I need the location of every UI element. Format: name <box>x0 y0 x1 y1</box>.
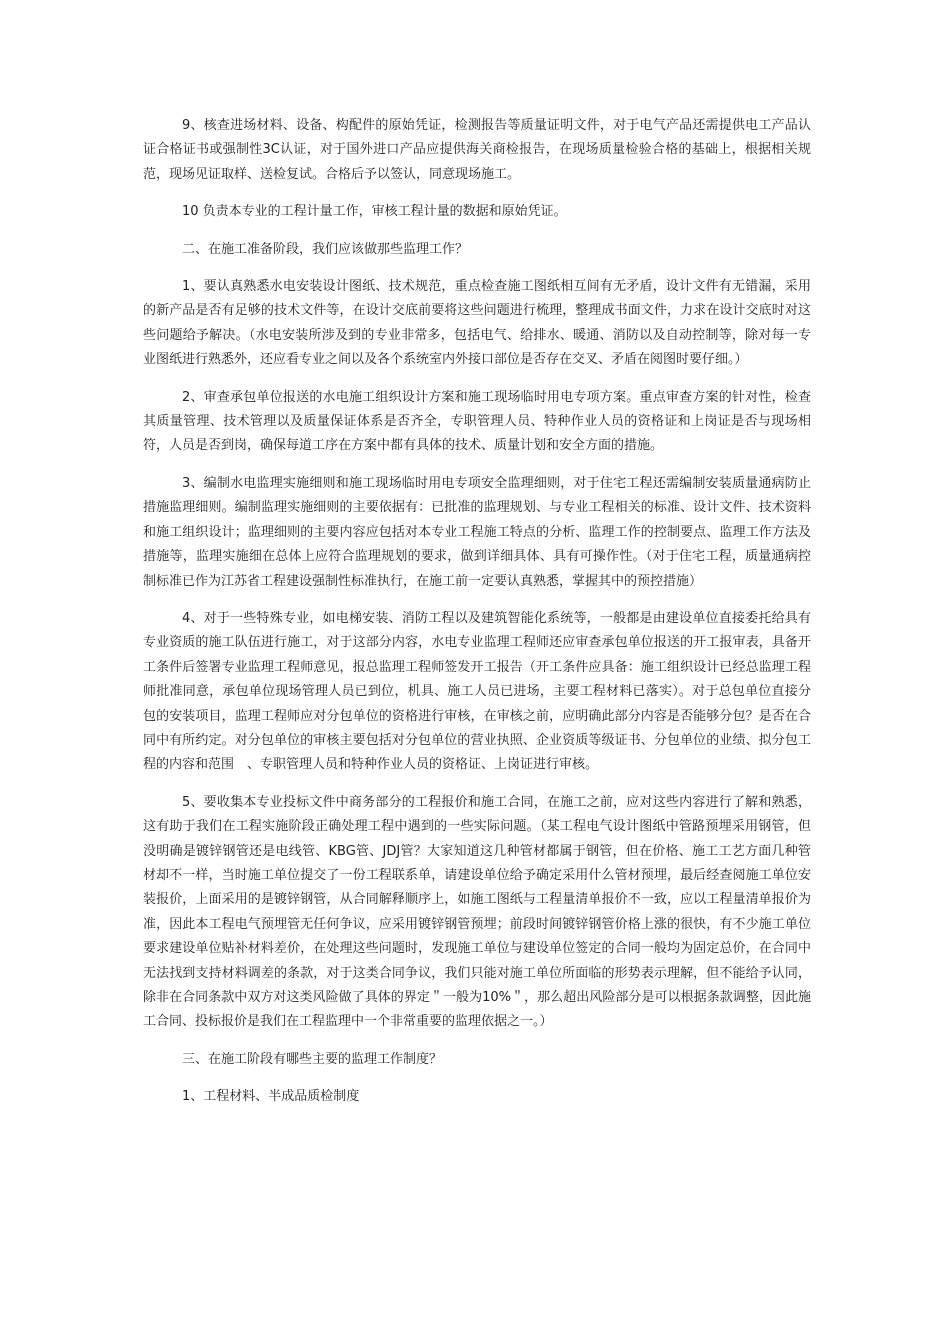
paragraph-prep-3-supervision-rules: 3、编制水电监理实施细则和施工现场临时用电专项安全监理细则，对于住宅工程还需编制安装质量通病防止措施监理细则。编制监理实施细则的主要依据有：已批准的监理规划、与专业工程相关的标准、设计文件、技术资料和施工组织设计；监理细则的主要内容应包括对本专业工程施工特点的分析、监理工作的控制要点、监理工作方法及措施等，监理实施细在总体上应符合监理规划的要求，做到详细具体、具有可操作性。（对于住宅工程，质量通病控制标准已作为江苏省工程建设强制性标准执行，在施工前一定要认真熟悉，掌握其中的预控措施） <box>143 475 811 589</box>
paragraph-prep-2-construction-plan: 2、审查承包单位报送的水电施工组织设计方案和施工现场临时用电专项方案。重点审查方案的针对性，检查其质量管理、技术管理以及质量保证体系是否齐全，专职管理人员、特种作业人员的资格证和上岗证是否与现场相符，人员是否到岗，确保每道工序在方案中都有具体的技术、质量计划和安全方面的措施。 <box>143 389 811 454</box>
paragraph-construction-1-material-inspection: 1、工程材料、半成品质检制度 <box>182 1089 360 1105</box>
paragraph-prep-4-special-disciplines: 4、对于一些特殊专业，如电梯安装、消防工程以及建筑智能化系统等，一般都是由建设单位直接委托给具有专业资质的施工队伍进行施工，对于这部分内容，水电专业监理工程师还应审查承包单位报送的开工报审表，具备开工条件后签署专业监理工程师意见，报总监理工程师签发开工报告（开工条件应具备：施工组织设计已经总监理工程师批准同意，承包单位现场管理人员已到位，机具、施工人员已进场，主要工程材料已落实）。对于总包单位直接分包的安装项目，监理工程师应对分包单位的资格进行审核，在审核之前，应明确此部分内容是否能够分包？是否在合同中有所约定。对分包单位的审核主要包括对分包单位的营业执照、企业资质等级证书、分包单位的业绩、拟分包工程的内容和范围 、专职管理人员和特种作业人员的资格证、上岗证进行审核。 <box>143 610 811 773</box>
section-heading-preparation-stage: 二、在施工准备阶段，我们应该做那些监理工作？ <box>182 241 469 257</box>
paragraph-prep-5-contract-pricing: 5、要收集本专业投标文件中商务部分的工程报价和施工合同，在施工之前，应对这些内容进行了解和熟悉，这有助于我们在工程实施阶段正确处理工程中遇到的一些实际问题。（某工程电气设计图纸中管路预埋采用钢管，但没明确是镀锌钢管还是电线管、KBG管、JDJ管？大家知道这几种管材都属于钢管，但在价格、施工工艺方面几种管材却不一样，当时施工单位提交了一份工程联系单，请建设单位给予确定采用什么管材预埋，最后经查阅施工单位安装报价，上面采用的是镀锌钢管，从合同解释顺序上，如施工图纸与工程量清单报价不一致，应以工程量清单报价为准，因此本工程电气预埋管无任何争议，应采用镀锌钢管预埋；前段时间镀锌钢管价格上涨的很快，有不少施工单位要求建设单位贴补材料差价，在处理这些问题时，发现施工单位与建设单位签定的合同一般均为固定总价，在合同中无法找到支持材料调差的条款，对于这类合同争议，我们只能对施工单位所面临的形势表示理解，但不能给予认同，除非在合同条款中双方对这类风险做了具体的界定＂一般为10%＂，那么超出风险部分是可以根据条款调整，因此施工合同、投标报价是我们在工程监理中一个非常重要的监理依据之一。） <box>143 794 811 1030</box>
paragraph-item-9-inspection: 9、核查进场材料、设备、构配件的原始凭证，检测报告等质量证明文件，对于电气产品还需提供电工产品认证合格证书或强制性3C认证，对于国外进口产品应提供海关商检报告，在现场质量检验合格的基础上，根据相关规范，现场见证取样、送检复试。合格后予以签认，同意现场施工。 <box>143 118 811 182</box>
paragraph-item-10-measurement: 10 负责本专业的工程计量工作，审核工程计量的数据和原始凭证。 <box>182 204 567 220</box>
document-page <box>143 114 811 1123</box>
paragraph-prep-1-drawings: 1、要认真熟悉水电安装设计图纸、技术规范，重点检查施工图纸相互间有无矛盾，设计文件有无错漏，采用的新产品是否有足够的技术文件等，在设计交底前要将这些问题进行梳理，整理成书面文件，力求在设计交底时对这些问题给予解决。（水电安装所涉及到的专业非常多，包括电气、给排水、暖通、消防以及自动控制等，除对每一专业图纸进行熟悉外，还应看专业之间以及各个系统室内外接口部位是否存在交叉、矛盾在阅图时要仔细。） <box>143 279 811 368</box>
section-heading-construction-stage: 三、在施工阶段有哪些主要的监理工作制度？ <box>182 1051 443 1067</box>
